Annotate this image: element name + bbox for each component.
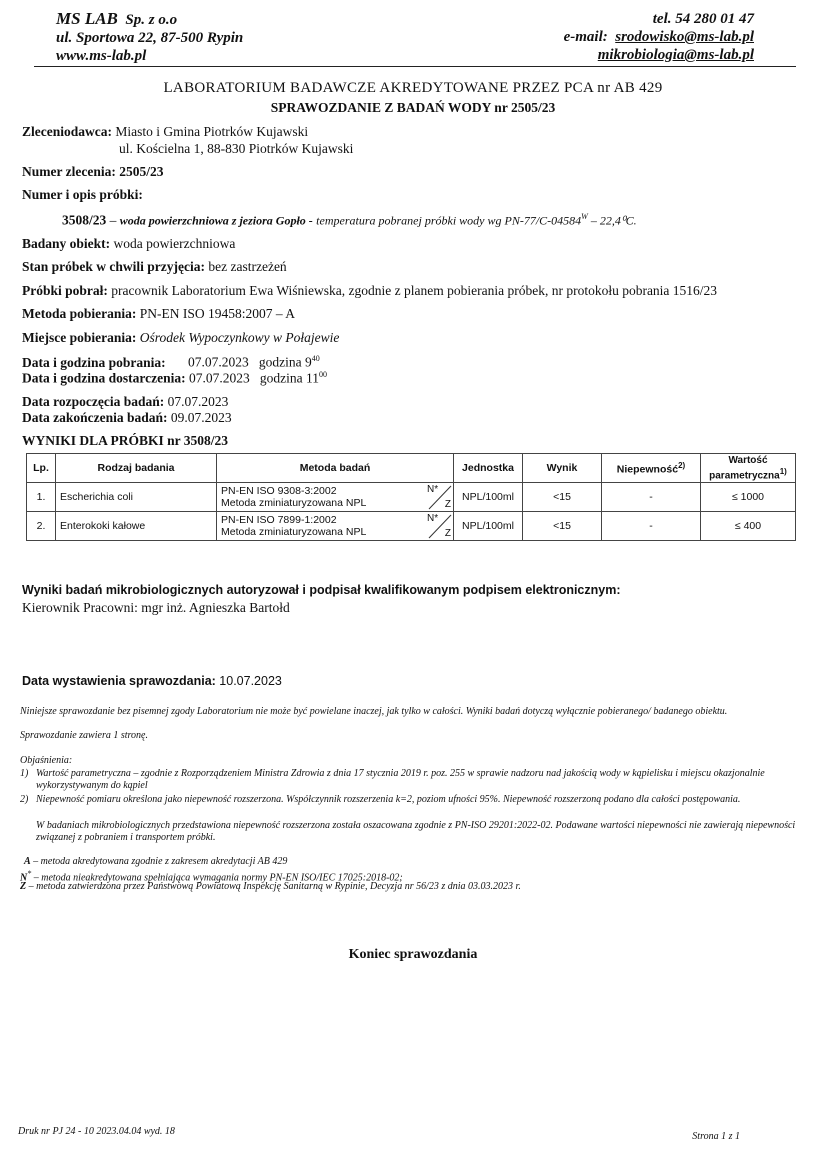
end-label: Data zakończenia badań: <box>22 410 168 425</box>
order-label: Numer zlecenia: <box>22 164 116 179</box>
client-name: Miasto i Gmina Piotrków Kujawski <box>115 124 309 139</box>
start-label: Data rozpoczęcia badań: <box>22 394 165 409</box>
legend-z-key: Z <box>20 881 27 892</box>
start-value: 07.07.2023 <box>167 394 229 409</box>
cell-method-norm: PN-EN ISO 9308-3:2002 <box>221 485 337 498</box>
cell-param: ≤ 400 <box>701 512 796 541</box>
legend-z <box>20 881 800 893</box>
state-label: Stan próbek w chwili przyjęcia: <box>22 259 205 274</box>
delivery-hour: 11 <box>306 370 319 386</box>
object-row <box>22 236 235 252</box>
delivery-hour-label: godzina <box>259 370 303 386</box>
legend-a-key: A <box>24 856 31 867</box>
start-row <box>22 394 228 410</box>
sampler-value: pracownik Laboratorium Ewa Wiśniewska, zgodnie z planem pobierania próbek, nr protokołu pobrania 1516/23 <box>111 283 718 298</box>
cell-method <box>217 512 428 541</box>
header-method: Metoda badań <box>217 454 454 483</box>
company-suffix: Sp. z o.o <box>125 12 178 28</box>
object-value: woda powierzchniowa <box>113 236 236 251</box>
cell-method-flags <box>427 512 454 541</box>
cell-uncertainty: - <box>602 512 701 541</box>
header-result: Wynik <box>523 454 602 483</box>
cell-unit: NPL/100ml <box>454 512 523 541</box>
end-value: 09.07.2023 <box>170 410 232 425</box>
header-lp: Lp. <box>27 454 56 483</box>
order-row <box>22 164 163 180</box>
cell-test: Enterokoki kałowe <box>56 512 217 541</box>
company-name: MS LAB <box>56 9 118 28</box>
place-value: Ośrodek Wypoczynkowy w Połajewie <box>139 330 340 345</box>
lab-title: LABORATORIUM BADAWCZE AKREDYTOWANE PRZEZ PCA nr AB 429 <box>163 80 663 96</box>
place-row <box>22 330 339 346</box>
method-label: Metoda pobierania: <box>22 306 137 321</box>
header-unit: Jednostka <box>454 454 523 483</box>
contact-header <box>564 10 754 64</box>
explanation-2-num: 2) <box>20 794 29 805</box>
sampling-min: 40 <box>311 354 320 363</box>
sample-temp: temperatura pobranej próbki wody wg PN-77/C-04584 <box>316 213 582 228</box>
explanations-title: Objaśnienia: <box>20 755 73 766</box>
company-phone: tel. 54 280 01 47 <box>652 11 754 27</box>
state-value: bez zastrzeżeń <box>208 259 287 274</box>
delivery-date: 07.07.2023 <box>189 370 250 386</box>
header-uncertainty <box>602 454 701 483</box>
client-row <box>22 124 308 140</box>
sample-dash: – <box>109 212 117 228</box>
method-row <box>22 306 295 322</box>
cell-param: ≤ 1000 <box>701 483 796 512</box>
sample-label: Numer i opis próbki: <box>22 187 143 202</box>
sampling-date: 07.07.2023 <box>188 354 249 370</box>
issue-label: Data wystawienia sprawozdania: <box>22 674 216 688</box>
header-divider <box>34 66 796 67</box>
results-table <box>26 453 796 541</box>
place-label: Miejsce pobierania: <box>22 330 137 345</box>
sample-temp-value: – 22,4⁰C. <box>587 213 637 228</box>
legend-n-text: – metoda nieakredytowana spełniająca wymagania normy PN-EN ISO/IEC 17025:2018-02; <box>31 872 403 884</box>
header-uncertainty-sup: 2) <box>678 460 686 470</box>
cell-lp: 2. <box>27 512 56 541</box>
method-flag-box <box>427 513 453 539</box>
explanation-1-text: Wartość parametryczna – zgodnie z Rozporządzeniem Ministra Zdrowia z dnia 17 stycznia 2019 r. poz. 255 w sprawie nadzoru nad jakością wody w kąpielisku i miejscu okazjonalnie wykorzystywanym do kąpiel <box>36 768 765 791</box>
legend-z-text: – metoda zatwierdzona przez Państwową Powiatową Inspekcję Sanitarną w Rypinie, Decyzja nr 56/23 z dnia 03.03.2023 r. <box>26 881 521 892</box>
flag-z: Z <box>444 499 451 511</box>
cell-lp: 1. <box>27 483 56 512</box>
report-title: SPRAWOZDANIE Z BADAŃ WODY nr 2505/23 <box>270 100 556 115</box>
order-value: 2505/23 <box>119 164 164 179</box>
company-address: ul. Sportowa 22, 87-500 Rypin <box>56 30 244 46</box>
delivery-date-row <box>22 370 327 387</box>
table-row <box>27 512 796 541</box>
legend-a-text: – metoda akredytowana zgodnie z zakresem akredytacji AB 429 <box>30 856 288 867</box>
cell-result: <15 <box>523 512 602 541</box>
legend-a <box>24 856 804 868</box>
flag-z: Z <box>444 528 451 540</box>
issue-value: 10.07.2023 <box>219 674 282 688</box>
sampler-label: Próbki pobrał: <box>22 283 108 298</box>
cell-method <box>217 483 428 512</box>
sample-desc: woda powierzchniowa z jeziora Gopło - <box>119 213 313 228</box>
cell-test: Escherichia coli <box>56 483 217 512</box>
sample-row <box>62 212 637 229</box>
header-test: Rodzaj badania <box>56 454 217 483</box>
lab-head: Kierownik Pracowni: mgr inż. Agnieszka Bartołd <box>22 600 290 615</box>
results-title: WYNIKI DLA PRÓBKI nr 3508/23 <box>22 433 229 448</box>
footer-page: Strona 1 z 1 <box>692 1131 740 1142</box>
explanation-3: W badaniach mikrobiologicznych przedstawiona niepewność rozszerzona została oszacowana zgodnie z PN-ISO 29201:2022-02. Podawane wartości niepewności nie zawierają niepewności związanej z pobraniem i transportem próbki. <box>36 820 796 843</box>
client-label: Zleceniodawca: <box>22 124 112 139</box>
delivery-min: 00 <box>319 370 327 379</box>
header-param-sup: 1) <box>779 467 787 476</box>
issue-row <box>22 674 282 688</box>
cell-unit: NPL/100ml <box>454 483 523 512</box>
sampling-hour-label: godzina <box>258 354 302 370</box>
cell-result: <15 <box>523 483 602 512</box>
email-microbiology[interactable]: mikrobiologia@ms-lab.pl <box>597 47 754 63</box>
cell-uncertainty: - <box>602 483 701 512</box>
end-row <box>22 410 232 426</box>
method-flag-box <box>427 484 453 510</box>
table-row <box>27 483 796 512</box>
sampler-row <box>22 283 717 299</box>
method-value: PN-EN ISO 19458:2007 – A <box>139 306 296 321</box>
authorization-title: Wyniki badań mikrobiologicznych autoryzował i podpisał kwalifikowanym podpisem elektronicznym: <box>22 583 621 597</box>
state-row <box>22 259 287 275</box>
sample-temp-sup: W <box>581 212 588 221</box>
explanation-2-text: Niepewność pomiaru określona jako niepewność rozszerzona. Współczynnik rozszerzenia k=2, poziom ufności 95%. Niepewność rozszerzoną podano dla całości postępowania. <box>36 794 741 805</box>
header-param-label: Wartość parametryczna <box>709 455 780 482</box>
cell-method-desc: Metoda zminiaturyzowana NPL <box>221 497 367 510</box>
header-param <box>701 454 796 483</box>
client-address: ul. Kościelna 1, 88-830 Piotrków Kujawski <box>119 141 354 156</box>
sampling-date-row <box>22 354 320 371</box>
email-label: e-mail: <box>563 29 608 45</box>
legend-n-key: N <box>20 872 28 884</box>
explanation-1-num: 1) <box>20 768 29 779</box>
flag-n: N* <box>427 513 439 525</box>
cell-method-norm: PN-EN ISO 7899-1:2002 <box>221 514 337 527</box>
sampling-date-label: Data i godzina pobrania: <box>22 354 166 370</box>
object-label: Badany obiekt: <box>22 236 111 251</box>
table-header-row <box>27 454 796 483</box>
company-website[interactable]: www.ms-lab.pl <box>56 48 147 64</box>
email-environment[interactable]: srodowisko@ms-lab.pl <box>615 29 754 45</box>
cell-method-flags <box>427 483 454 512</box>
note-pages: Sprawozdanie zawiera 1 stronę. <box>20 730 148 741</box>
company-header <box>56 10 243 65</box>
explanation-1 <box>20 768 800 792</box>
sample-number: 3508/23 <box>62 212 107 228</box>
sampling-hour: 9 <box>305 354 312 370</box>
header-uncertainty-label: Niepewność <box>616 463 679 476</box>
cell-method-desc: Metoda zminiaturyzowana NPL <box>221 526 367 539</box>
delivery-date-label: Data i godzina dostarczenia: <box>22 370 186 386</box>
footer-print-no: Druk nr PJ 24 - 10 2023.04.04 wyd. 18 <box>18 1126 175 1137</box>
legend-n-sup: * <box>27 869 32 878</box>
note-copy: Niniejsze sprawozdanie bez pisemnej zgody Laboratorium nie może być powielane inaczej, jak tylko w całości. Wyniki badań dotyczą wyłącznie pobieranego/ badanego obiektu. <box>20 706 728 717</box>
flag-n: N* <box>427 484 439 496</box>
report-end: Koniec sprawozdania <box>348 947 478 962</box>
explanation-2 <box>20 794 800 806</box>
